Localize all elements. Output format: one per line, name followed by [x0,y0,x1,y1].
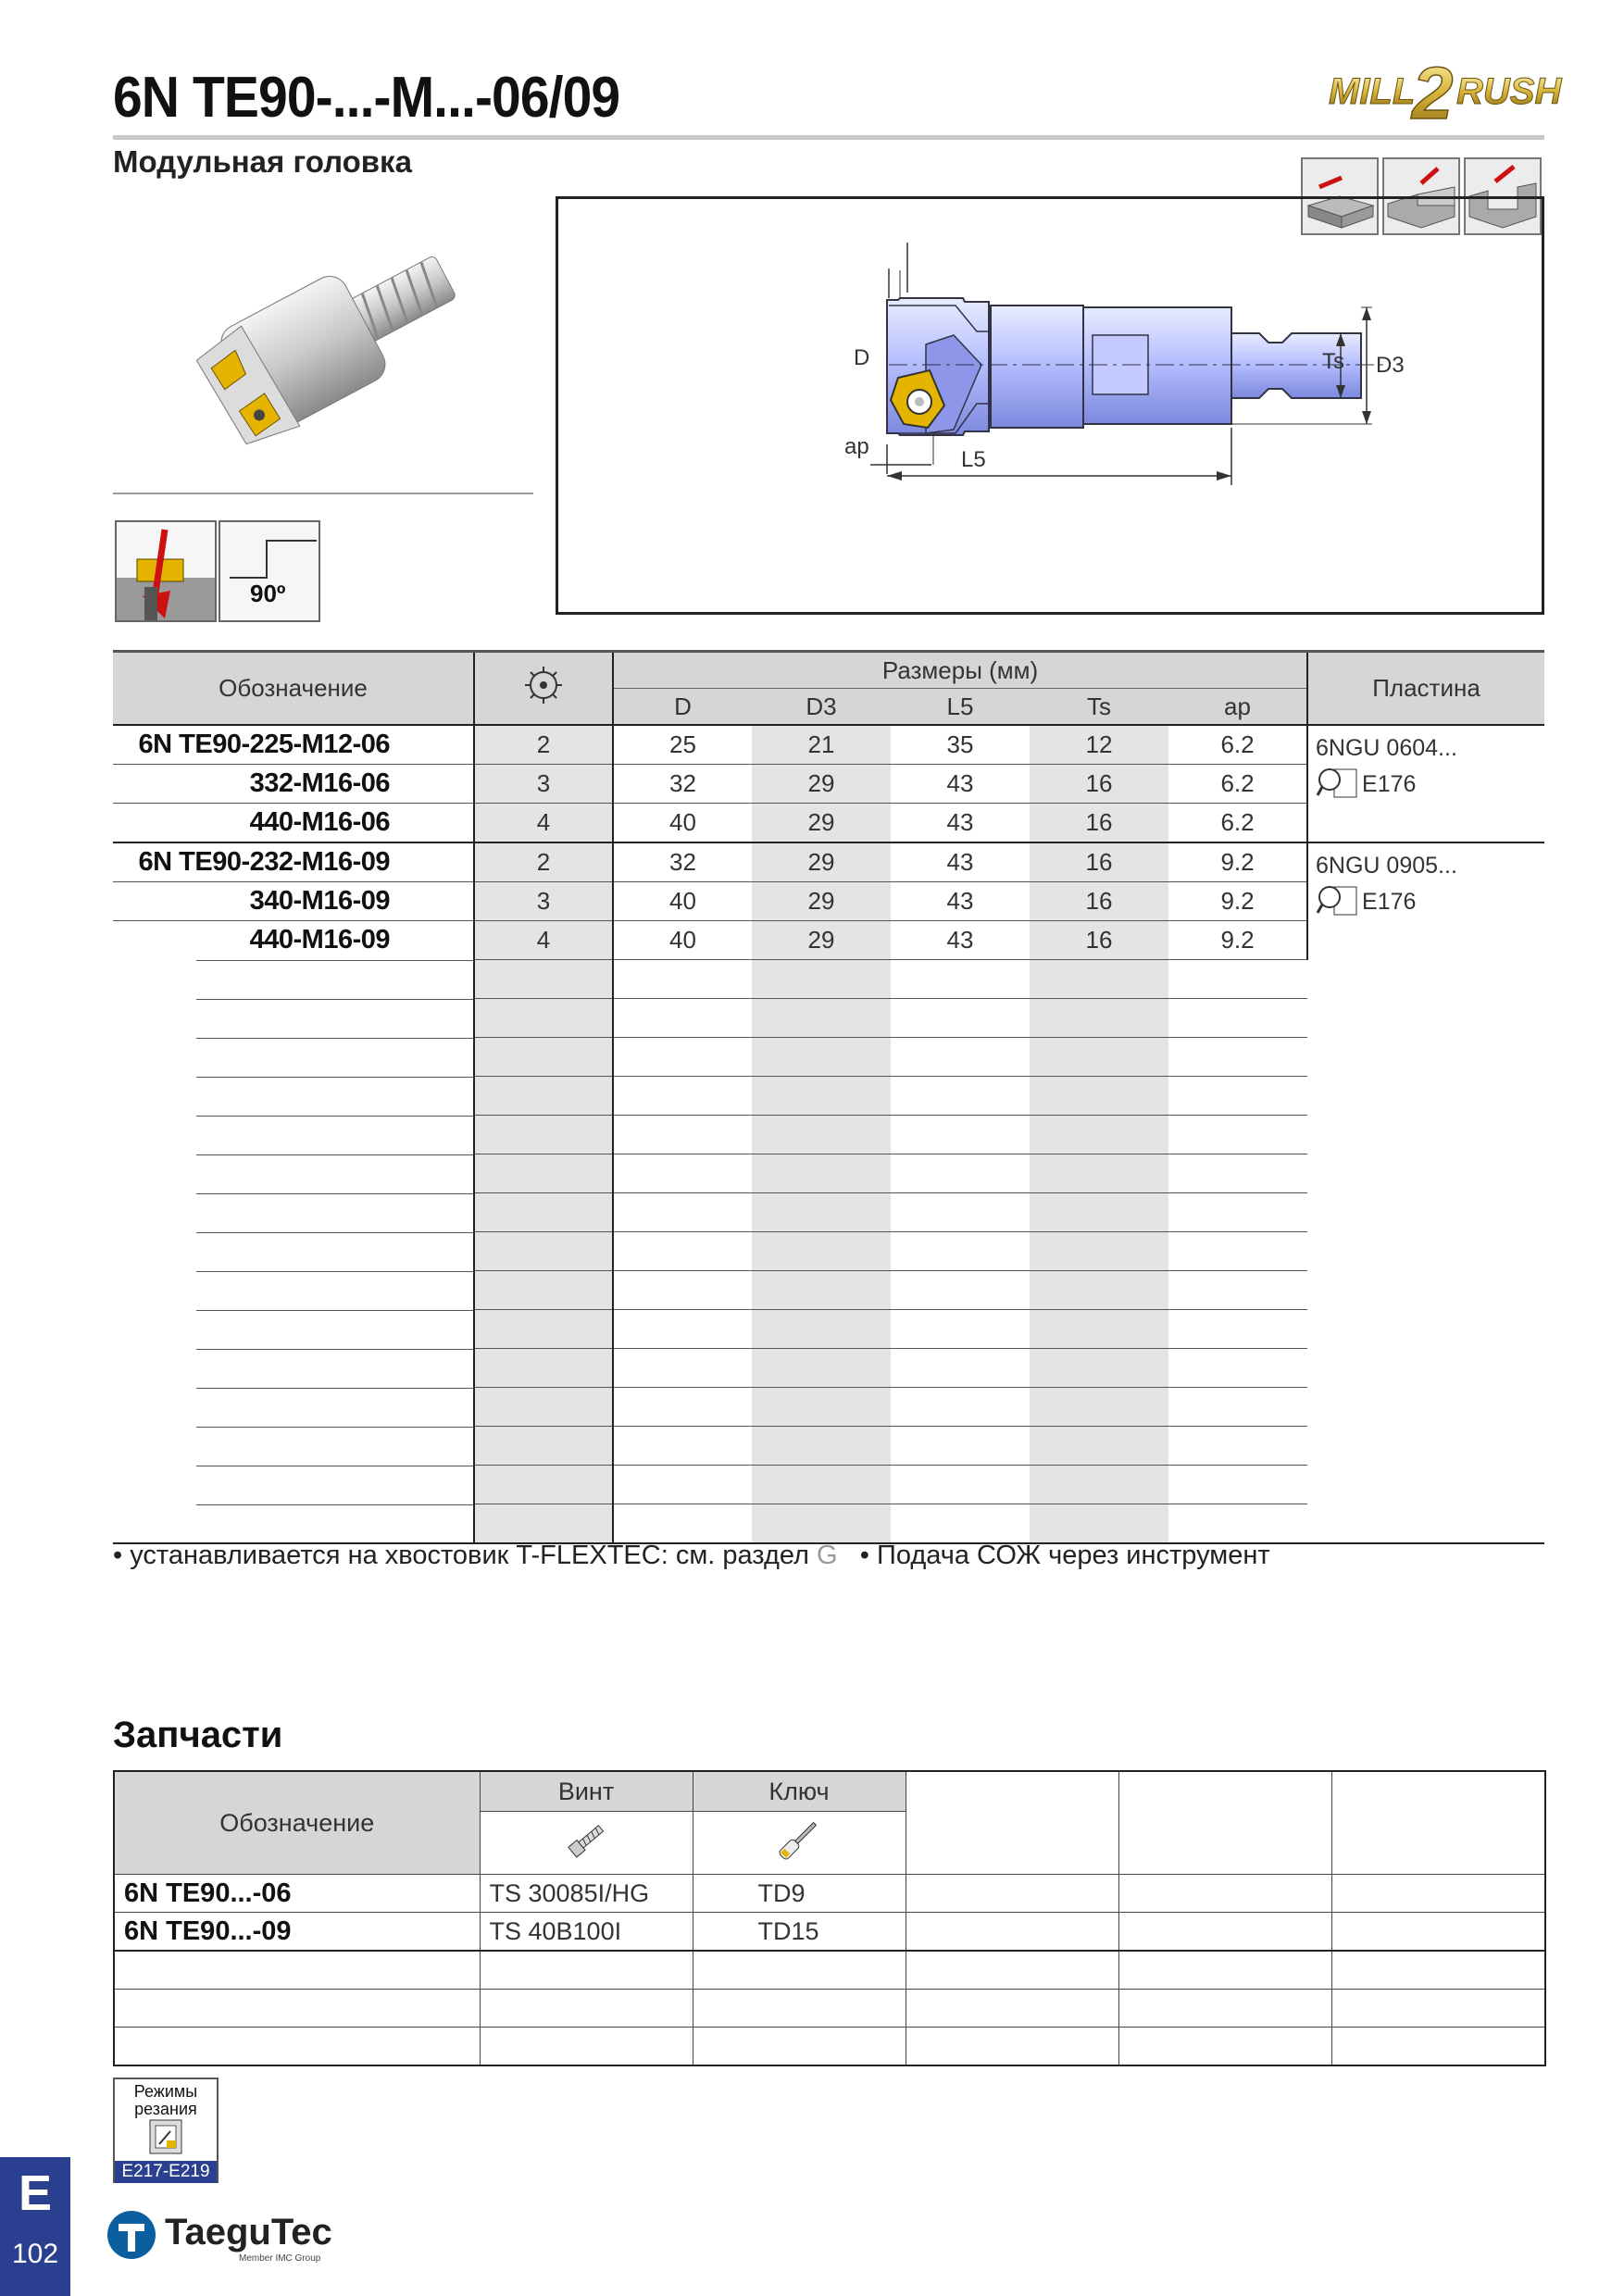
empty-table-row [113,1038,1544,1077]
col-ap: ap [1168,689,1307,726]
D3-cell: 29 [752,804,891,843]
page-number: 102 [11,2239,59,2269]
col-Ts: Ts [1030,689,1168,726]
D-cell: 40 [613,921,752,960]
label-L5: L5 [961,447,986,472]
spare-parts-table [113,1770,1546,2066]
empty-table-row [113,1077,1544,1116]
screw-cell: TS 40B100I [480,1913,693,1952]
insert-reference[interactable] [1316,885,1544,918]
Ts-cell: 12 [1030,725,1168,765]
table-row [114,1875,1545,1913]
key-cell: TD15 [693,1913,906,1952]
spare-designation-header: Обозначение [114,1771,480,1875]
section-tab [0,2157,70,2296]
magnifier-icon [1316,885,1358,918]
ap-cell: 9.2 [1168,882,1307,921]
empty-table-row [113,1427,1544,1466]
insert-cell [1307,842,1544,960]
blank-rows [113,960,1544,1545]
empty-table-row [113,960,1544,999]
logo-subtext: Member IMC Group [239,2253,321,2264]
L5-cell: 35 [891,725,1030,765]
spare-parts-title: Запчасти [113,1715,283,1755]
ap-cell: 9.2 [1168,921,1307,960]
empty-header [906,1771,1118,1875]
empty-table-row [113,1466,1544,1504]
D-cell: 40 [613,804,752,843]
mill2rush-logo [1319,46,1562,134]
label-ap: ap [844,434,869,459]
svg-text:RUSH: RUSH [1456,71,1562,112]
designation-cell: 440-M16-06 [113,804,474,843]
insert-header: Пластина [1307,652,1544,726]
table-row [113,842,1544,882]
empty-table-row [113,1154,1544,1193]
cutting-data-icon [143,2118,189,2155]
empty-table-row [113,1193,1544,1232]
teeth-cell: 4 [474,921,613,960]
D-cell: 32 [613,842,752,882]
label-D3: D3 [1376,353,1405,378]
insert-entry-icon [115,520,217,622]
empty-table-row [113,1388,1544,1427]
D3-cell: 29 [752,842,891,882]
magnifier-icon [1316,767,1358,801]
col-D: D [613,689,752,726]
note-section-ref[interactable]: G [817,1541,838,1570]
Ts-cell: 16 [1030,842,1168,882]
notes [113,1541,1270,1571]
insert-name: 6NGU 0905... [1316,853,1457,879]
screw-icon [480,1812,693,1875]
table-row [114,2028,1545,2066]
designation-cell: 332-M16-06 [113,765,474,804]
empty-table-row [113,999,1544,1038]
designation-header: Обозначение [113,652,474,726]
teeth-cell: 2 [474,725,613,765]
empty-table-row [113,1232,1544,1271]
cutter-teeth-icon [474,652,613,726]
designation-cell: 340-M16-09 [113,882,474,921]
dimensions-header: Размеры (мм) [613,652,1307,689]
dimensions-table [113,650,1544,1544]
insert-ref-page: E176 [1362,770,1417,797]
insert-ref-page: E176 [1362,888,1417,915]
Ts-cell: 16 [1030,804,1168,843]
cutting-data-label: Режимы [133,2082,198,2101]
section-letter: E [18,2165,53,2221]
designation-cell: 440-M16-09 [113,921,474,960]
note-coolant: • Подача СОЖ через инструмент [859,1541,1270,1570]
key-icon [693,1812,906,1875]
D-cell: 25 [613,725,752,765]
product-image [176,231,481,454]
empty-table-row [113,1310,1544,1349]
key-cell: TD9 [693,1875,906,1913]
table-row [114,1990,1545,2028]
spare-designation-cell: 6N TE90...-06 [114,1875,480,1913]
logo-text: TaeguTec [165,2212,332,2252]
ap-cell: 9.2 [1168,842,1307,882]
screw-header: Винт [480,1771,693,1812]
angle-label: 90º [250,580,286,607]
cutting-data-ref[interactable]: E217-E219 [115,2161,217,2183]
ap-cell: 6.2 [1168,765,1307,804]
teeth-cell: 4 [474,804,613,843]
ap-cell: 6.2 [1168,804,1307,843]
D3-cell: 29 [752,921,891,960]
Ts-cell: 16 [1030,765,1168,804]
L5-cell: 43 [891,921,1030,960]
table-row [114,1913,1545,1952]
insert-name: 6NGU 0604... [1316,735,1457,761]
page-subtitle: Модульная головка [113,144,412,179]
tool-drawing [556,196,1543,613]
note-shank: • устанавливается на хвостовик T-FLEXTEC: см. раздел [113,1541,818,1570]
col-D3: D3 [752,689,891,726]
svg-text:MILL: MILL [1329,71,1416,112]
empty-table-row [113,1271,1544,1310]
page-title: 6N TE90-...-M...-06/09 [113,66,620,130]
L5-cell: 43 [891,765,1030,804]
teeth-cell: 3 [474,765,613,804]
col-L5: L5 [891,689,1030,726]
designation-cell: 6N TE90-225-M12-06 [113,725,474,765]
teeth-cell: 2 [474,842,613,882]
svg-text:2: 2 [1412,52,1454,134]
ap-cell: 6.2 [1168,725,1307,765]
label-Ts: Ts [1322,349,1344,374]
label-D: D [854,345,870,370]
insert-cell [1307,725,1544,842]
D-cell: 32 [613,765,752,804]
Ts-cell: 16 [1030,921,1168,960]
D3-cell: 21 [752,725,891,765]
table-row [114,1951,1545,1990]
Ts-cell: 16 [1030,882,1168,921]
L5-cell: 43 [891,842,1030,882]
spare-designation-cell: 6N TE90...-09 [114,1913,480,1952]
cutting-data-label-2: резания [134,2100,197,2118]
image-rule [113,493,533,494]
screw-cell: TS 30085I/HG [480,1875,693,1913]
teeth-cell: 3 [474,882,613,921]
empty-header [1118,1771,1331,1875]
D3-cell: 29 [752,765,891,804]
taegutec-logo [104,2202,354,2268]
L5-cell: 43 [891,804,1030,843]
empty-table-row [113,1116,1544,1154]
D3-cell: 29 [752,882,891,921]
empty-header [1331,1771,1545,1875]
D-cell: 40 [613,882,752,921]
table-row [113,725,1544,765]
insert-reference[interactable] [1316,767,1544,801]
empty-table-row [113,1349,1544,1388]
empty-table-row [113,1504,1544,1544]
title-rule [113,135,1544,140]
key-header: Ключ [693,1771,906,1812]
designation-cell: 6N TE90-232-M16-09 [113,842,474,882]
L5-cell: 43 [891,882,1030,921]
